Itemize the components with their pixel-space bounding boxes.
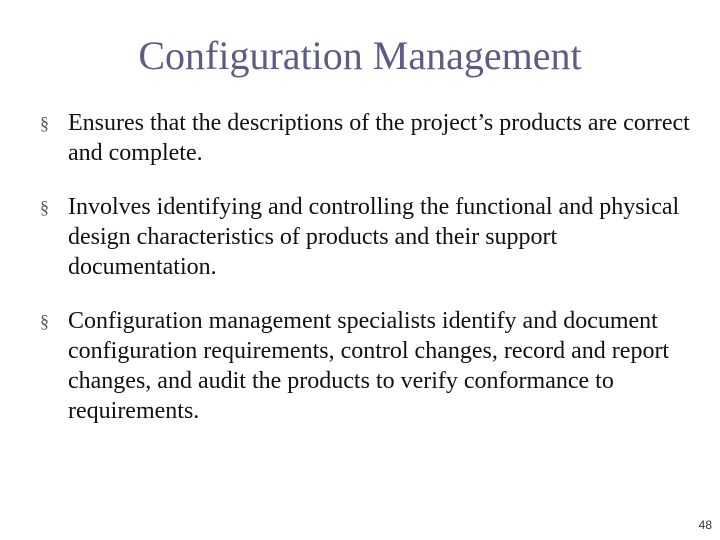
bullet-list	[40, 108, 700, 450]
bullet-marker-icon: §	[40, 113, 49, 133]
page-number: 48	[698, 518, 712, 532]
bullet-marker-icon: §	[40, 311, 49, 331]
bullet-text: Configuration management specialists identify and document configuration requirements, control changes, record and report changes, and audit the products to verify conformance to requirements.	[68, 308, 670, 424]
slide-title: Configuration Management	[138, 33, 582, 78]
bullet-text: Ensures that the descriptions of the project’s products are correct and complete.	[68, 110, 690, 166]
bullet-item	[40, 192, 700, 282]
bullet-text: Involves identifying and controlling the functional and physical design characteristics of products and their support documentation.	[68, 194, 680, 280]
bullet-marker-icon: §	[40, 197, 49, 217]
bullet-item	[40, 306, 700, 426]
bullet-item	[40, 108, 700, 168]
